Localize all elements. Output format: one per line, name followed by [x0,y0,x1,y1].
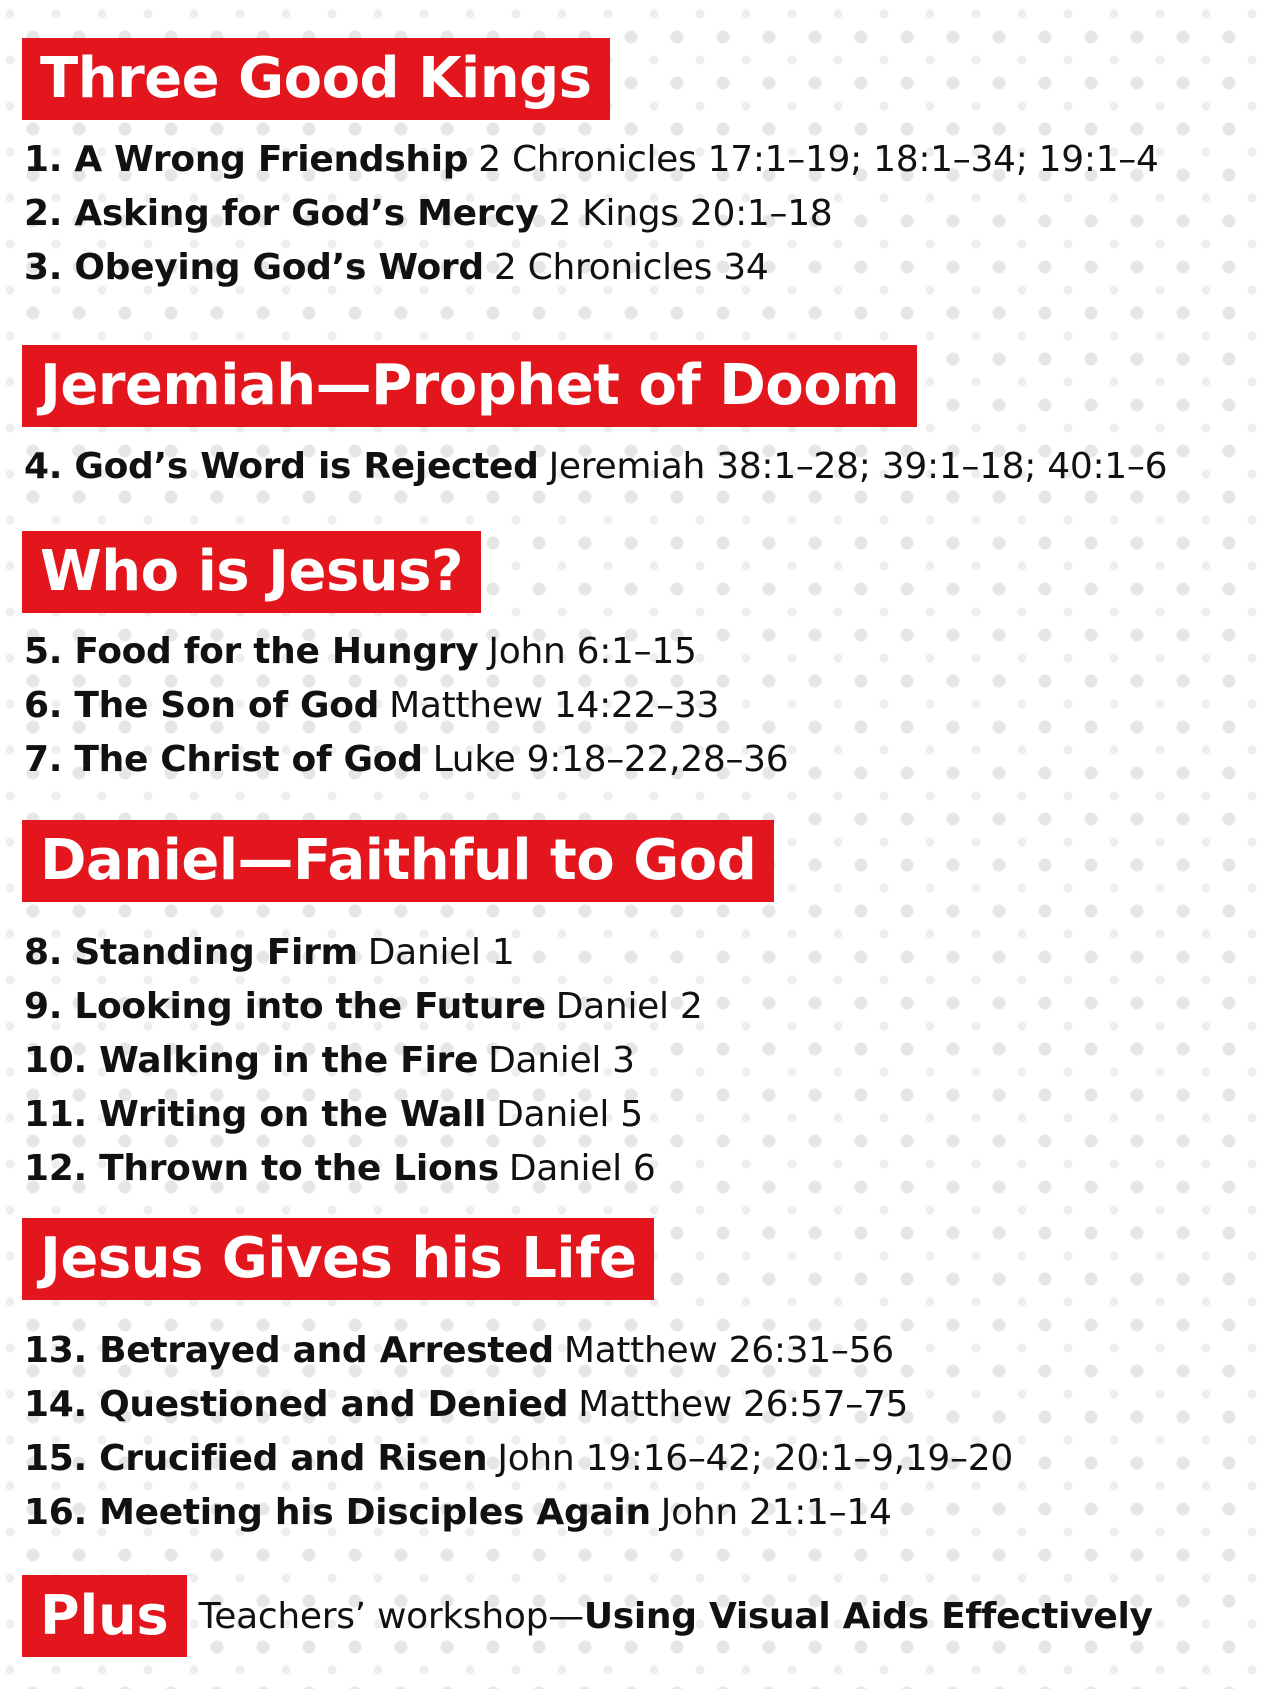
section-list-three-good-kings [24,133,1159,295]
lesson-reference: John 21:1–14 [660,1492,892,1533]
lesson-reference: 2 Chronicles 17:1–19; 18:1–34; 19:1–4 [478,139,1159,180]
section-heading-who-is-jesus: Who is Jesus? [22,531,481,613]
section-heading-jeremiah: Jeremiah—Prophet of Doom [22,345,917,427]
lesson-title: 13. Betrayed and Arrested [24,1330,554,1371]
lesson-item [24,241,1159,295]
section-list-daniel [24,926,702,1196]
lesson-title: 12. Thrown to the Lions [24,1148,499,1189]
lesson-reference: John 6:1–15 [488,631,697,672]
lesson-item [24,1088,702,1142]
plus-label: Plus [22,1575,187,1657]
lesson-item [24,187,1159,241]
lesson-reference: Daniel 3 [488,1040,635,1081]
lesson-item [24,1432,1013,1486]
lesson-reference: 2 Kings 20:1–18 [548,193,833,234]
lesson-title: 11. Writing on the Wall [24,1094,487,1135]
plus-row [22,1575,1153,1657]
lesson-title: 10. Walking in the Fire [24,1040,479,1081]
lesson-item [24,1142,702,1196]
lesson-reference: Jeremiah 38:1–28; 39:1–18; 40:1–6 [548,446,1168,487]
lesson-reference: Matthew 14:22–33 [389,685,720,726]
lesson-title: 5. Food for the Hungry [24,631,479,672]
lesson-reference: 2 Chronicles 34 [493,247,769,288]
lesson-title: 1. A Wrong Friendship [24,139,469,180]
lesson-title: 3. Obeying God’s Word [24,247,484,288]
lesson-title: 16. Meeting his Disciples Again [24,1492,651,1533]
lesson-title: 4. God’s Word is Rejected [24,446,539,487]
section-heading-three-good-kings: Three Good Kings [22,38,610,120]
lesson-title: 6. The Son of God [24,685,380,726]
lesson-title: 8. Standing Firm [24,932,358,973]
lesson-item [24,625,788,679]
lesson-reference: Daniel 2 [555,986,703,1027]
lesson-title: 2. Asking for God’s Mercy [24,193,539,234]
lesson-item [24,733,788,787]
lesson-title: 7. The Christ of God [24,739,423,780]
lesson-item [24,980,702,1034]
lesson-reference: Daniel 5 [496,1094,643,1135]
section-list-who-is-jesus [24,625,788,787]
lesson-item [24,1324,1013,1378]
lesson-reference: Matthew 26:31–56 [563,1330,894,1371]
lesson-reference: John 19:16–42; 20:1–9,19–20 [497,1438,1013,1479]
lesson-reference: Daniel 1 [367,932,515,973]
lesson-reference: Luke 9:18–22,28–36 [432,739,789,780]
lesson-item [24,679,788,733]
lesson-item [24,1486,1013,1540]
lesson-item [24,926,702,980]
plus-text: Teachers’ workshop— [198,1595,584,1637]
lesson-item [24,440,1167,494]
lesson-title: 14. Questioned and Denied [24,1384,569,1425]
lesson-item [24,133,1159,187]
section-list-jeremiah [24,440,1167,494]
plus-emphasis: Using Visual Aids Effectively [583,1595,1153,1637]
section-heading-jesus-gives-his-life: Jesus Gives his Life [22,1218,654,1300]
section-list-jesus-gives-his-life [24,1324,1013,1540]
lesson-reference: Daniel 6 [508,1148,656,1189]
lesson-title: 15. Crucified and Risen [24,1438,488,1479]
lesson-item [24,1034,702,1088]
lesson-item [24,1378,1013,1432]
plus-description [199,1596,1153,1637]
lesson-title: 9. Looking into the Future [24,986,546,1027]
lesson-reference: Matthew 26:57–75 [578,1384,909,1425]
section-heading-daniel: Daniel—Faithful to God [22,820,774,902]
